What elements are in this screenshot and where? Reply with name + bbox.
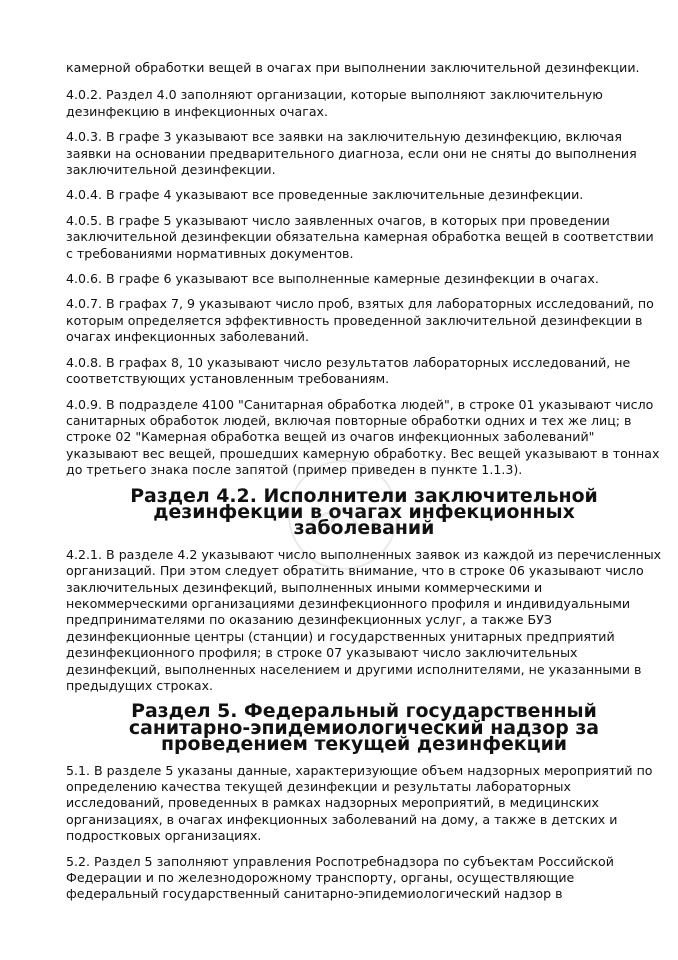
paragraph-4-0-4: 4.0.4. В графе 4 указывают все проведенные заключительные дезинфекции. <box>66 187 584 203</box>
paragraph-5-1: 5.1. В разделе 5 указаны данные, характеризующие объем надзорных мероприятий по определению качества текущей дезинфекции и результаты лабораторных исследований, проведенных в рамках надзорных мероприятий, в медицинских организациях, в очагах инфекционных заболеваний на дому, а также в детских и подростковых организациях. <box>66 762 653 844</box>
paragraph-4-0-8: 4.0.8. В графах 8, 10 указывают число результатов лабораторных исследований, не соответствующих установленным требованиям. <box>66 354 631 387</box>
paragraph-4-0-9: 4.0.9. В подразделе 4100 "Санитарная обработка людей", в строке 01 указывают число санитарных обработок людей, включая повторные обработки одних и тех же лиц; в строке 02 "Камерная обработка вещей из очагов инфекционных заболеваний" указывают вес вещей, прошедших камерную обработку. Вес вещей указывают в тоннах до третьего знака после запятой (пример приведен в пункте 1.1.3). <box>66 396 660 478</box>
paragraph-4-2-1: 4.2.1. В разделе 4.2 указывают число выполненных заявок из каждой из перечисленных организаций. При этом следует обратить внимание, что в строке 06 указывают число заключительных дезинфекций, выполненных иными коммерческими и некоммерческими организациями дезинфекционного профиля и индивидуальными предпринимателями по оказанию дезинфекционных услуг, а также БУЗ дезинфекционные центры (станции) и государственных унитарных предприятий дезинфекционного профиля; в строке 07 указывают число заключительных дезинфекций, выполненных населением и другими исполнителями, не указанными в предыдущих строках. <box>66 546 662 693</box>
paragraph-4-0-1-continuation: камерной обработки вещей в очагах при выполнении заключительной дезинфекции. <box>66 60 640 75</box>
paragraph-4-0-5: 4.0.5. В графе 5 указывают число заявленных очагов, в которых при проведении заключительной дезинфекции обязательна камерная обработка вещей в соответствии с требованиями нормативных документов. <box>66 212 654 261</box>
document-page <box>66 60 662 912</box>
section-heading-5: Раздел 5. Федеральный государственный санитарно-эпидемиологический надзор за проведением текущей дезинфекции <box>128 700 600 756</box>
paragraph-4-0-3: 4.0.3. В графе 3 указывают все заявки на заключительную дезинфекцию, включая заявки на основании предварительного диагноза, если они не сняты до выполнения заключительной дезинфекции. <box>66 129 637 178</box>
paragraph-5-2: 5.2. Раздел 5 заполняют управления Роспотребнадзора по субъектам Российской Федерации и по железнодорожному транспорту, органы, осуществляющие федеральный государственный санитарно-эпидемиологический надзор в <box>66 853 614 902</box>
section-heading-4-2: Раздел 4.2. Исполнители заключительной дезинфекции в очагах инфекционных заболеваний <box>130 484 598 540</box>
paragraph-4-0-2: 4.0.2. Раздел 4.0 заполняют организации, которые выполняют заключительную дезинфекцию в инфекционных очагах. <box>66 87 603 119</box>
paragraph-4-0-6: 4.0.6. В графе 6 указывают все выполненные камерные дезинфекции в очагах. <box>66 271 599 287</box>
paragraph-4-0-7: 4.0.7. В графах 7, 9 указывают число проб, взятых для лабораторных исследований, по которым определяется эффективность проведенной заключительной дезинфекции в очагах инфекционных заболеваний. <box>66 296 654 345</box>
